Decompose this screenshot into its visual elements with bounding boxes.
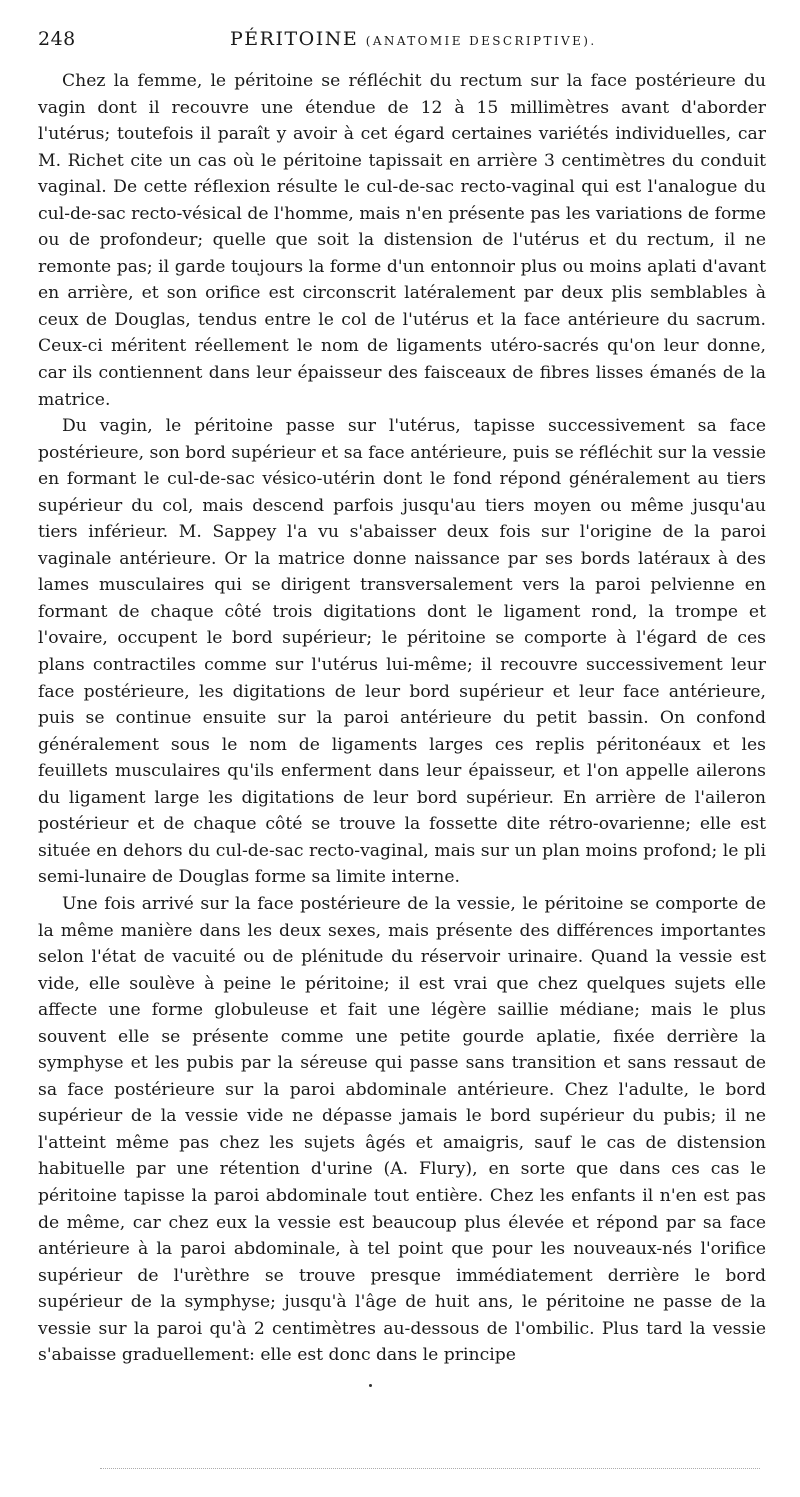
- page-header: [38, 28, 766, 62]
- running-head: [230, 28, 597, 50]
- scan-edge-artifact: [100, 1468, 760, 1471]
- paragraph-1: Chez la femme, le péritoine se réfléchit du rectum sur la face postérieure du vagin dont il recouvre une étendue de 12 à 15 millimètres avant d'aborder l'utérus; toutefois il paraît y avoir à cet égard certaines variétés individuelles, car M. Richet cite un cas où le péritoine tapissait en arrière 3 centimètres du conduit vaginal. De cette réflexion résulte le cul-de-sac recto-vaginal qui est l'analogue du cul-de-sac recto-vésical de l'homme, mais n'en présente pas les variations de forme ou de profondeur; quelle que soit la distension de l'utérus et du rectum, il ne remonte pas; il garde toujours la forme d'un entonnoir plus ou moins aplati d'avant en arrière, et son orifice est circonscrit latéralement par deux plis semblables à ceux de Douglas, tendus entre le col de l'utérus et la face antérieure du sacrum. Ceux-ci méritent réellement le nom de ligaments utéro-sacrés qu'on leur donne, car ils contiennent dans leur épaisseur des faisceaux de fibres lisses émanés de la matrice.: [38, 71, 766, 410]
- running-subtitle: (ANATOMIE DESCRIPTIVE).: [365, 34, 597, 48]
- body-text: [38, 68, 766, 1369]
- ink-speck: [369, 1384, 372, 1387]
- paragraph-2: Du vagin, le péritoine passe sur l'utérus, tapisse successivement sa face postérieure, son bord supérieur et sa face antérieure, puis se réfléchit sur la vessie en formant le cul-de-sac vésico-utérin dont le fond répond généralement au tiers supérieur du col, mais descend parfois jusqu'au tiers moyen ou même jusqu'au tiers inférieur. M. Sappey l'a vu s'abaisser deux fois sur l'origine de la paroi vaginale antérieure. Or la matrice donne naissance par ses bords latéraux à des lames musculaires qui se dirigent transversalement vers la paroi pelvienne en formant de chaque côté trois digitations dont le ligament rond, la trompe et l'ovaire, occupent le bord supérieur; le péritoine se comporte à l'égard de ces plans contractiles comme sur l'utérus lui-même; il recouvre successivement leur face postérieure, les digitations de leur bord supérieur et leur face antérieure, puis se continue ensuite sur la paroi antérieure du petit bassin. On confond généralement sous le nom de ligaments larges ces replis péritonéaux et les feuillets musculaires qu'ils enferment dans leur épaisseur, et l'on appelle ailerons du ligament large les digitations de leur bord supérieur. En arrière de l'aileron postérieur et de chaque côté se trouve la fossette dite rétro-ovarienne; elle est située en dehors du cul-de-sac recto-vaginal, mais sur un plan moins profond; le pli semi-lunaire de Douglas forme sa limite interne.: [38, 416, 766, 888]
- paragraph-3: Une fois arrivé sur la face postérieure de la vessie, le péritoine se comporte de la même manière dans les deux sexes, mais présente des différences importantes selon l'état de vacuité ou de plénitude du réservoir urinaire. Quand la vessie est vide, elle soulève à peine le péritoine; il est vrai que chez quelques sujets elle affecte une forme globuleuse et fait une légère saillie médiane; mais le plus souvent elle se présente comme une petite gourde aplatie, fixée derrière la symphyse et les pubis par la séreuse qui passe sans transition et sans ressaut de sa face postérieure sur la paroi abdominale antérieure. Chez l'adulte, le bord supérieur de la vessie vide ne dépasse jamais le bord supérieur du pubis; il ne l'atteint même pas chez les sujets âgés et amaigris, sauf le cas de distension habituelle par une rétention d'urine (A. Flury), en sorte que dans ces cas le péritoine tapisse la paroi abdominale tout entière. Chez les enfants il n'en est pas de même, car chez eux la vessie est beaucoup plus élevée et répond par sa face antérieure à la paroi abdominale, à tel point que pour les nouveaux-nés l'orifice supérieur de l'urèthre se trouve presque immédiatement derrière le bord supérieur de la symphyse; jusqu'à l'âge de huit ans, le péritoine ne passe de la vessie sur la paroi qu'à 2 centimètres au-dessous de l'ombilic. Plus tard la vessie s'abaisse graduellement: elle est donc dans le principe: [38, 893, 766, 1366]
- running-title: PÉRITOINE: [230, 28, 359, 50]
- page-number: 248: [38, 28, 76, 50]
- book-page: [38, 28, 766, 1369]
